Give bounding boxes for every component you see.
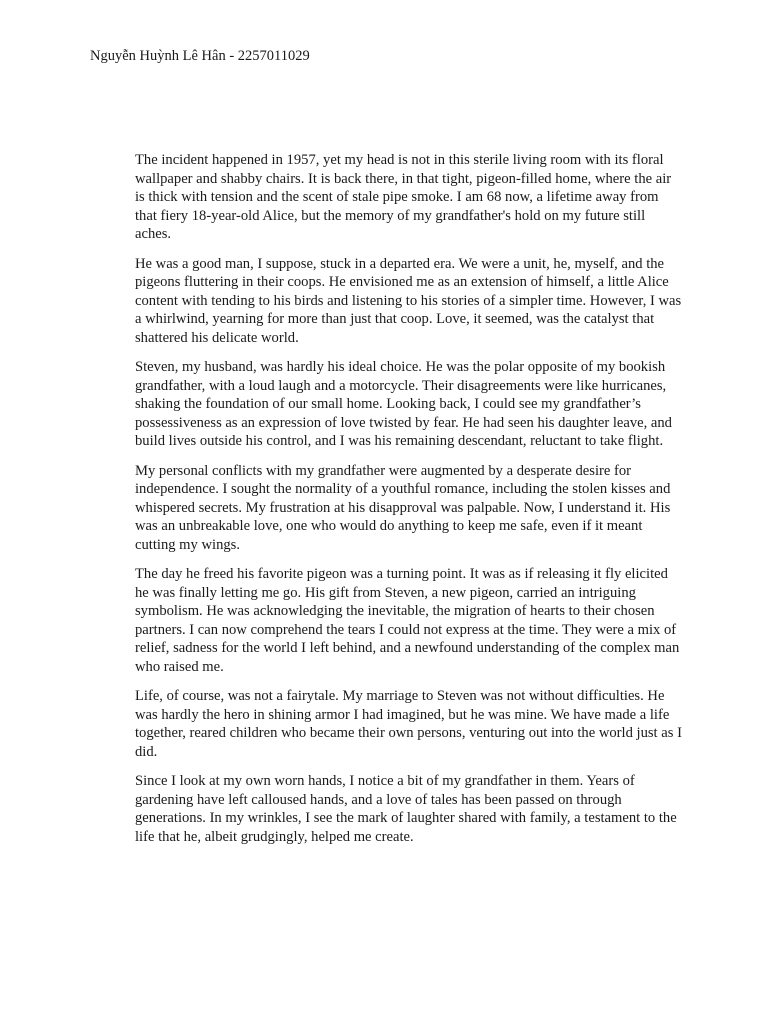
paragraph-4: My personal conflicts with my grandfather were augmented by a desperate desire for independence. I sought the normality of a youthful romance, including the stolen kisses and whispered secrets. My frustration at his disapproval was palpable. Now, I understand it. His was an unbreakable love, one who would do anything to keep me safe, even if it meant cutting my wings. xyxy=(135,462,671,553)
paragraph-6: Life, of course, was not a fairytale. My marriage to Steven was not without difficulties. He was hardly the hero in shining armor I had imagined, but he was mine. We have made a life together, reared children who became their own persons, venturing out into the world just as I did. xyxy=(135,688,682,760)
essay-body xyxy=(135,151,683,857)
author-header: Nguyễn Huỳnh Lê Hân - 2257011029 xyxy=(90,48,310,64)
paragraph-2: He was a good man, I suppose, stuck in a departed era. We were a unit, he, myself, and the pigeons fluttering in their coops. He envisioned me as an extension of himself, a little Alice content with tending to his birds and listening to his stories of a simpler time. However, I was a whirlwind, yearning for more than just that coop. Love, it seemed, was the catalyst that shattered his delicate world. xyxy=(135,255,682,346)
paragraph-3: Steven, my husband, was hardly his ideal choice. He was the polar opposite of my bookish grandfather, with a loud laugh and a motorcycle. Their disagreements were like hurricanes, shaking the foundation of our small home. Looking back, I could see my grandfather’s possessiveness as an expression of love twisted by fear. He had seen his daughter leave, and build lives outside his control, and I was his remaining descendant, reluctant to take flight. xyxy=(135,359,672,449)
paragraph-1: The incident happened in 1957, yet my head is not in this sterile living room with its floral wallpaper and shabby chairs. It is back there, in that tight, pigeon-filled home, where the air is thick with tension and the scent of stale pipe smoke. I am 68 now, a lifetime away from that fiery 18-year-old Alice, but the memory of my grandfather's hold on my future still aches. xyxy=(135,152,672,242)
paragraph-5: The day he freed his favorite pigeon was a turning point. It was as if releasing it fly elicited he was finally letting me go. His gift from Steven, a new pigeon, carried an intriguing symbolism. He was acknowledging the inevitable, the migration of hearts to their chosen partners. I can now comprehend the tears I could not express at the time. They were a mix of relief, sadness for the world I left behind, and a newfound understanding of the complex man who raised me. xyxy=(135,566,680,675)
paragraph-7: Since I look at my own worn hands, I notice a bit of my grandfather in them. Years of gardening have left calloused hands, and a love of tales has been passed on through generations. In my wrinkles, I see the mark of laughter shared with family, a testament to the life that he, albeit grudgingly, helped me create. xyxy=(135,773,677,845)
